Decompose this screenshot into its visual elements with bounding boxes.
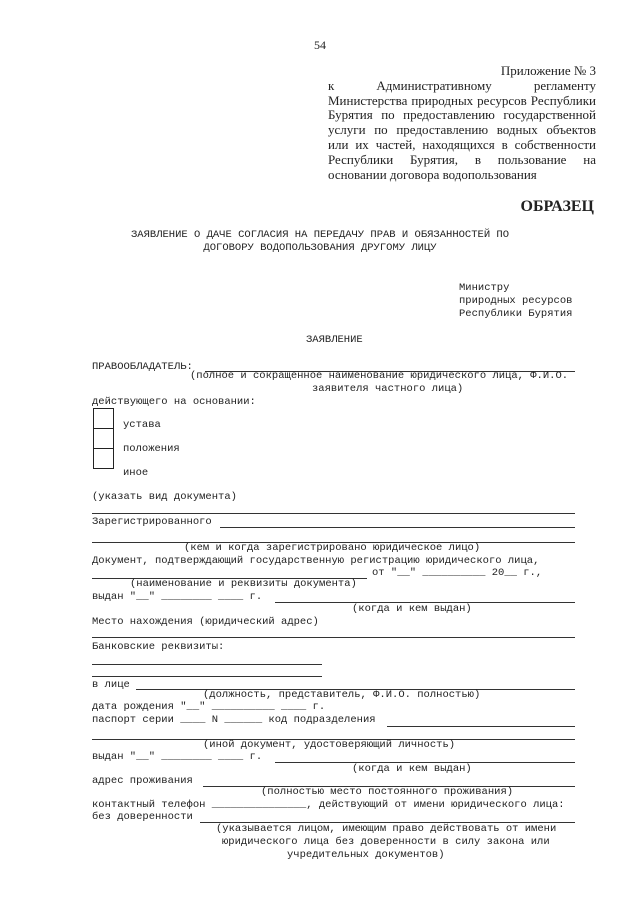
statement-heading: ЗАЯВЛЕНИЕ	[306, 334, 363, 346]
person-hint: (должность, представитель, Ф.И.О. полностью)	[203, 689, 481, 701]
location-field[interactable]	[92, 637, 575, 638]
passport-code-field[interactable]	[387, 726, 575, 727]
phone-line: контактный телефон _______________, действующий от имени юридического лица:	[92, 799, 565, 811]
issued-line-2: выдан "__" ________ ____ г.	[92, 751, 263, 763]
checkbox-regulation[interactable]	[93, 428, 114, 449]
form-title-line-1: ЗАЯВЛЕНИЕ О ДАЧЕ СОГЛАСИЯ НА ПЕРЕДАЧУ ПРАВ И ОБЯЗАННОСТЕЙ ПО	[130, 229, 510, 241]
checkbox-charter[interactable]	[93, 408, 114, 429]
right-holder-hint-2: заявителя частного лица)	[312, 383, 464, 395]
other-doc-hint: (иной документ, удостоверяющий личность)	[203, 739, 456, 751]
option-charter-label: устава	[123, 419, 161, 431]
form-title-line-2: ДОГОВОРУ ВОДОПОЛЬЗОВАНИЯ ДРУГОМУ ЛИЦУ	[203, 242, 437, 254]
appendix-text: к Административному регламенту Министерства природных ресурсов Республики Бурятия по предоставлению государственной услуги по предоставлению водных объектов или их частей, находящихся в собственности Республики Бурятия, в пользование на основании договора водопользования	[328, 77, 596, 182]
bank-field-2[interactable]	[92, 676, 322, 677]
registered-label: Зарегистрированного	[92, 516, 212, 528]
location-label: Место нахождения (юридический адрес)	[92, 616, 319, 628]
appendix-block	[328, 64, 596, 182]
document-line: Документ, подтверждающий государственную регистрацию юридического лица,	[92, 555, 540, 567]
bank-field-1[interactable]	[92, 664, 322, 665]
person-label: в лице	[92, 679, 130, 691]
document-date: от "__" __________ 20__ г.,	[372, 567, 543, 579]
no-proxy-label: без доверенности	[92, 811, 193, 823]
no-proxy-hint-3: учредительных документов)	[287, 849, 445, 861]
right-holder-hint-1: (полное и сокращенное наименование юридического лица, Ф.И.О.	[190, 370, 569, 382]
right-holder-label: ПРАВООБЛАДАТЕЛЬ:	[92, 361, 193, 373]
no-proxy-hint-2: юридического лица без доверенности в силу закона или	[222, 836, 550, 848]
issued-hint-2: (когда и кем выдан)	[352, 763, 472, 775]
option-other-label: иное	[123, 467, 149, 479]
birth-date-line: дата рождения "__" __________ ____ г.	[92, 701, 326, 713]
addressee-line-1: Министру	[459, 282, 510, 294]
doc-type-hint: (указать вид документа)	[92, 491, 237, 503]
registered-hint: (кем и когда зарегистрировано юридическое лицо)	[184, 542, 481, 554]
sample-label: ОБРАЗЕЦ	[520, 198, 594, 215]
issued-line: выдан "__" ________ ____ г.	[92, 591, 263, 603]
bank-label: Банковские реквизиты:	[92, 641, 225, 653]
issued-hint: (когда и кем выдан)	[352, 603, 472, 615]
option-regulation-label: положения	[123, 443, 180, 455]
registered-field[interactable]	[220, 527, 575, 528]
checkbox-other[interactable]	[93, 448, 114, 469]
residence-hint: (полностью место постоянного проживания)	[261, 786, 514, 798]
acting-basis-label: действующего на основании:	[92, 396, 256, 408]
doc-type-field[interactable]	[92, 513, 575, 514]
addressee-line-3: Республики Бурятия	[459, 308, 573, 320]
appendix-title: Приложение № 3	[500, 63, 596, 78]
page-number: 54	[314, 38, 326, 52]
addressee-line-2: природных ресурсов	[459, 295, 573, 307]
residence-label: адрес проживания	[92, 775, 193, 787]
document-hint: (наименование и реквизиты документа)	[130, 578, 357, 590]
basis-checkbox-group	[93, 408, 114, 469]
passport-line: паспорт серии ____ N ______ код подразделения	[92, 714, 376, 726]
no-proxy-hint-1: (указывается лицом, имеющим право действовать от имени	[216, 823, 557, 835]
